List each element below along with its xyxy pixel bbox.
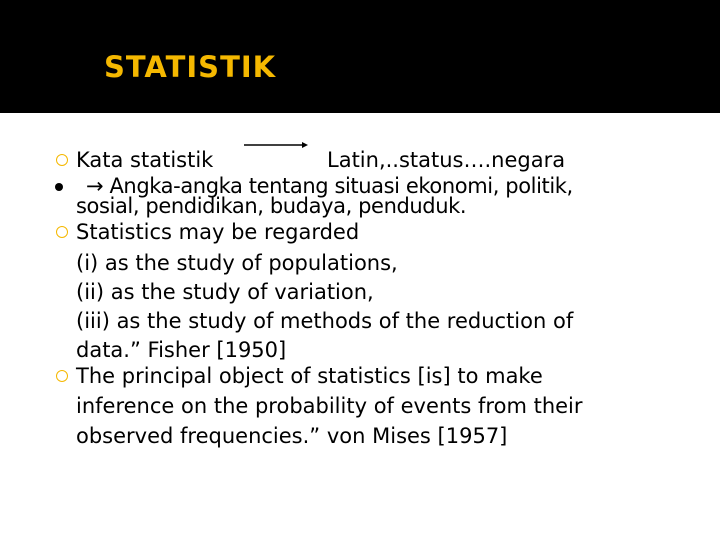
bullet-3-line-5: data.” Fisher [1950] [76,338,287,362]
bullet-3-line-2: (i) as the study of populations, [76,251,398,275]
bullet-hollow-icon [56,226,68,238]
bullet-4-line-2: inference on the probability of events from their [76,394,583,418]
bullet-hollow-icon [56,370,68,382]
bullet-3-line-3: (ii) as the study of variation, [76,280,374,304]
long-right-arrow-icon [244,142,308,148]
slide-title: STATISTIK [104,50,277,84]
bullet-4-line-3: observed frequencies.” von Mises [1957] [76,424,508,448]
bullet-3-line-1: Statistics may be regarded [76,220,360,244]
bullet-1-latin: Latin,..status….negara [327,148,566,172]
bullet-3-line-4: (iii) as the study of methods of the reduction of [76,309,574,333]
bullet-dot-icon [55,183,63,191]
bullet-2-line-1: → Angka-angka tentang situasi ekonomi, politik, [86,174,573,198]
bullet-2-line-2: sosial, pendidikan, budaya, penduduk. [76,194,467,218]
bullet-1-text: Kata statistik [76,148,214,172]
bullet-hollow-icon [56,154,68,166]
bullet-4-line-1: The principal object of statistics [is] to make [76,364,543,388]
